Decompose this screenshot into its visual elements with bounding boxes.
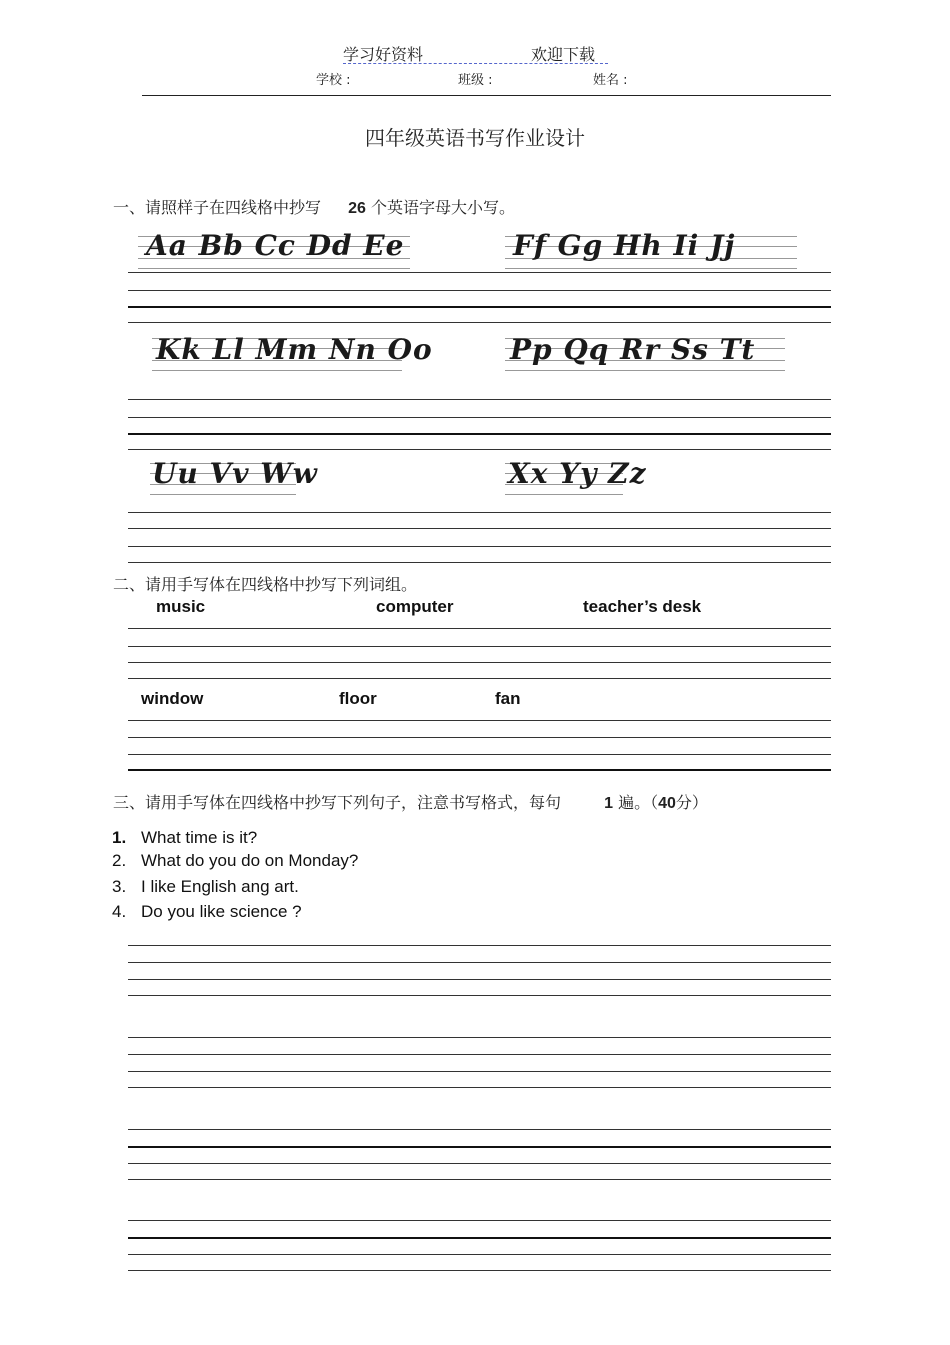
word-window: window (141, 689, 204, 708)
document-title: 四年级英语书写作业设计 (365, 126, 585, 150)
writing-baseline (128, 1146, 831, 1148)
writing-line (128, 1270, 831, 1271)
word-floor: floor (339, 689, 377, 708)
word-teachers-desk: teacher’s desk (583, 597, 702, 616)
writing-line (128, 417, 831, 418)
writing-line (128, 449, 831, 450)
writing-line (128, 720, 831, 721)
section1-suffix: 个英语字母大小写。 (371, 198, 516, 217)
sample-line (138, 268, 410, 269)
writing-line (128, 995, 831, 996)
writing-line (128, 399, 831, 400)
sentence-text: What time is it? (141, 828, 258, 847)
writing-line (128, 678, 831, 679)
letters-x-to-z: Xx Yy Zz (508, 457, 647, 490)
writing-baseline (128, 1237, 831, 1239)
writing-line (128, 1254, 831, 1255)
letters-p-to-t: Pp Qq Rr Ss Tt (510, 333, 756, 366)
sentence-item (112, 877, 299, 897)
writing-line (128, 546, 831, 547)
section2-instruction: 二、请用手写体在四线格中抄写下列词组。 (113, 575, 418, 594)
sample-line (505, 494, 623, 495)
school-label: 学校 : (316, 73, 351, 88)
writing-line (128, 1163, 831, 1164)
writing-line (128, 1071, 831, 1072)
writing-line (128, 979, 831, 980)
writing-line (128, 662, 831, 663)
writing-line (128, 1054, 831, 1055)
writing-baseline (128, 433, 831, 435)
letters-u-to-w: Uu Vv Ww (152, 457, 318, 490)
sentence-text: What do you do on Monday? (141, 851, 359, 870)
letters-a-to-e: Aa Bb Cc Dd Ee (146, 229, 405, 262)
sentence-text: Do you like science ? (141, 902, 302, 921)
section1-number: 26 (348, 200, 366, 217)
sentence-item (112, 828, 257, 848)
writing-line (128, 737, 831, 738)
section1-prefix: 一、请照样子在四线格中抄写 (113, 198, 322, 217)
writing-line (128, 290, 831, 291)
sentence-number: 1. (112, 828, 127, 847)
word-computer: computer (376, 597, 454, 616)
writing-line (128, 1179, 831, 1180)
writing-line (128, 945, 831, 946)
section1-instruction (113, 195, 515, 218)
sample-line (505, 370, 785, 371)
section3-mid: 遍。（ (618, 793, 659, 812)
header-right-title: 欢迎下载 (531, 45, 596, 64)
letters-k-to-o: Kk Ll Mm Nn Oo (156, 333, 433, 366)
sentence-item (112, 902, 302, 922)
writing-baseline (128, 306, 831, 308)
header-left-title: 学习好资料 (343, 45, 424, 64)
writing-line (128, 769, 831, 771)
sample-line (505, 268, 797, 269)
letters-f-to-j: Ff Gg Hh Ii Jj (513, 229, 736, 262)
sentence-number: 3. (112, 877, 127, 896)
header-dashed-underline (343, 63, 608, 64)
writing-line (128, 754, 831, 755)
writing-line (128, 628, 831, 629)
writing-line (128, 646, 831, 647)
writing-line (128, 1037, 831, 1038)
word-fan: fan (495, 689, 521, 708)
section3-prefix: 三、请用手写体在四线格中抄写下列句子，注意书写格式，每句 (113, 793, 562, 812)
writing-line (128, 1129, 831, 1130)
class-label: 班级 : (458, 73, 493, 88)
writing-line (128, 528, 831, 529)
section3-suffix: 分） (675, 793, 708, 812)
sentence-item (112, 851, 358, 871)
section3-count: 1 (604, 795, 614, 812)
writing-line (128, 322, 831, 323)
writing-line (128, 1087, 831, 1088)
word-music: music (156, 597, 206, 616)
sample-line (152, 370, 402, 371)
sentence-number: 2. (112, 851, 127, 870)
writing-line (128, 512, 831, 513)
sentence-number: 4. (112, 902, 127, 921)
writing-line (128, 272, 831, 273)
sample-line (150, 494, 296, 495)
writing-line (128, 562, 831, 563)
name-label: 姓名 : (593, 73, 628, 88)
writing-line (128, 1220, 831, 1221)
sentence-text: I like English ang art. (141, 877, 299, 896)
section3-score: 40 (658, 795, 676, 812)
header-rule (142, 95, 831, 96)
section3-instruction (113, 790, 708, 813)
writing-line (128, 962, 831, 963)
